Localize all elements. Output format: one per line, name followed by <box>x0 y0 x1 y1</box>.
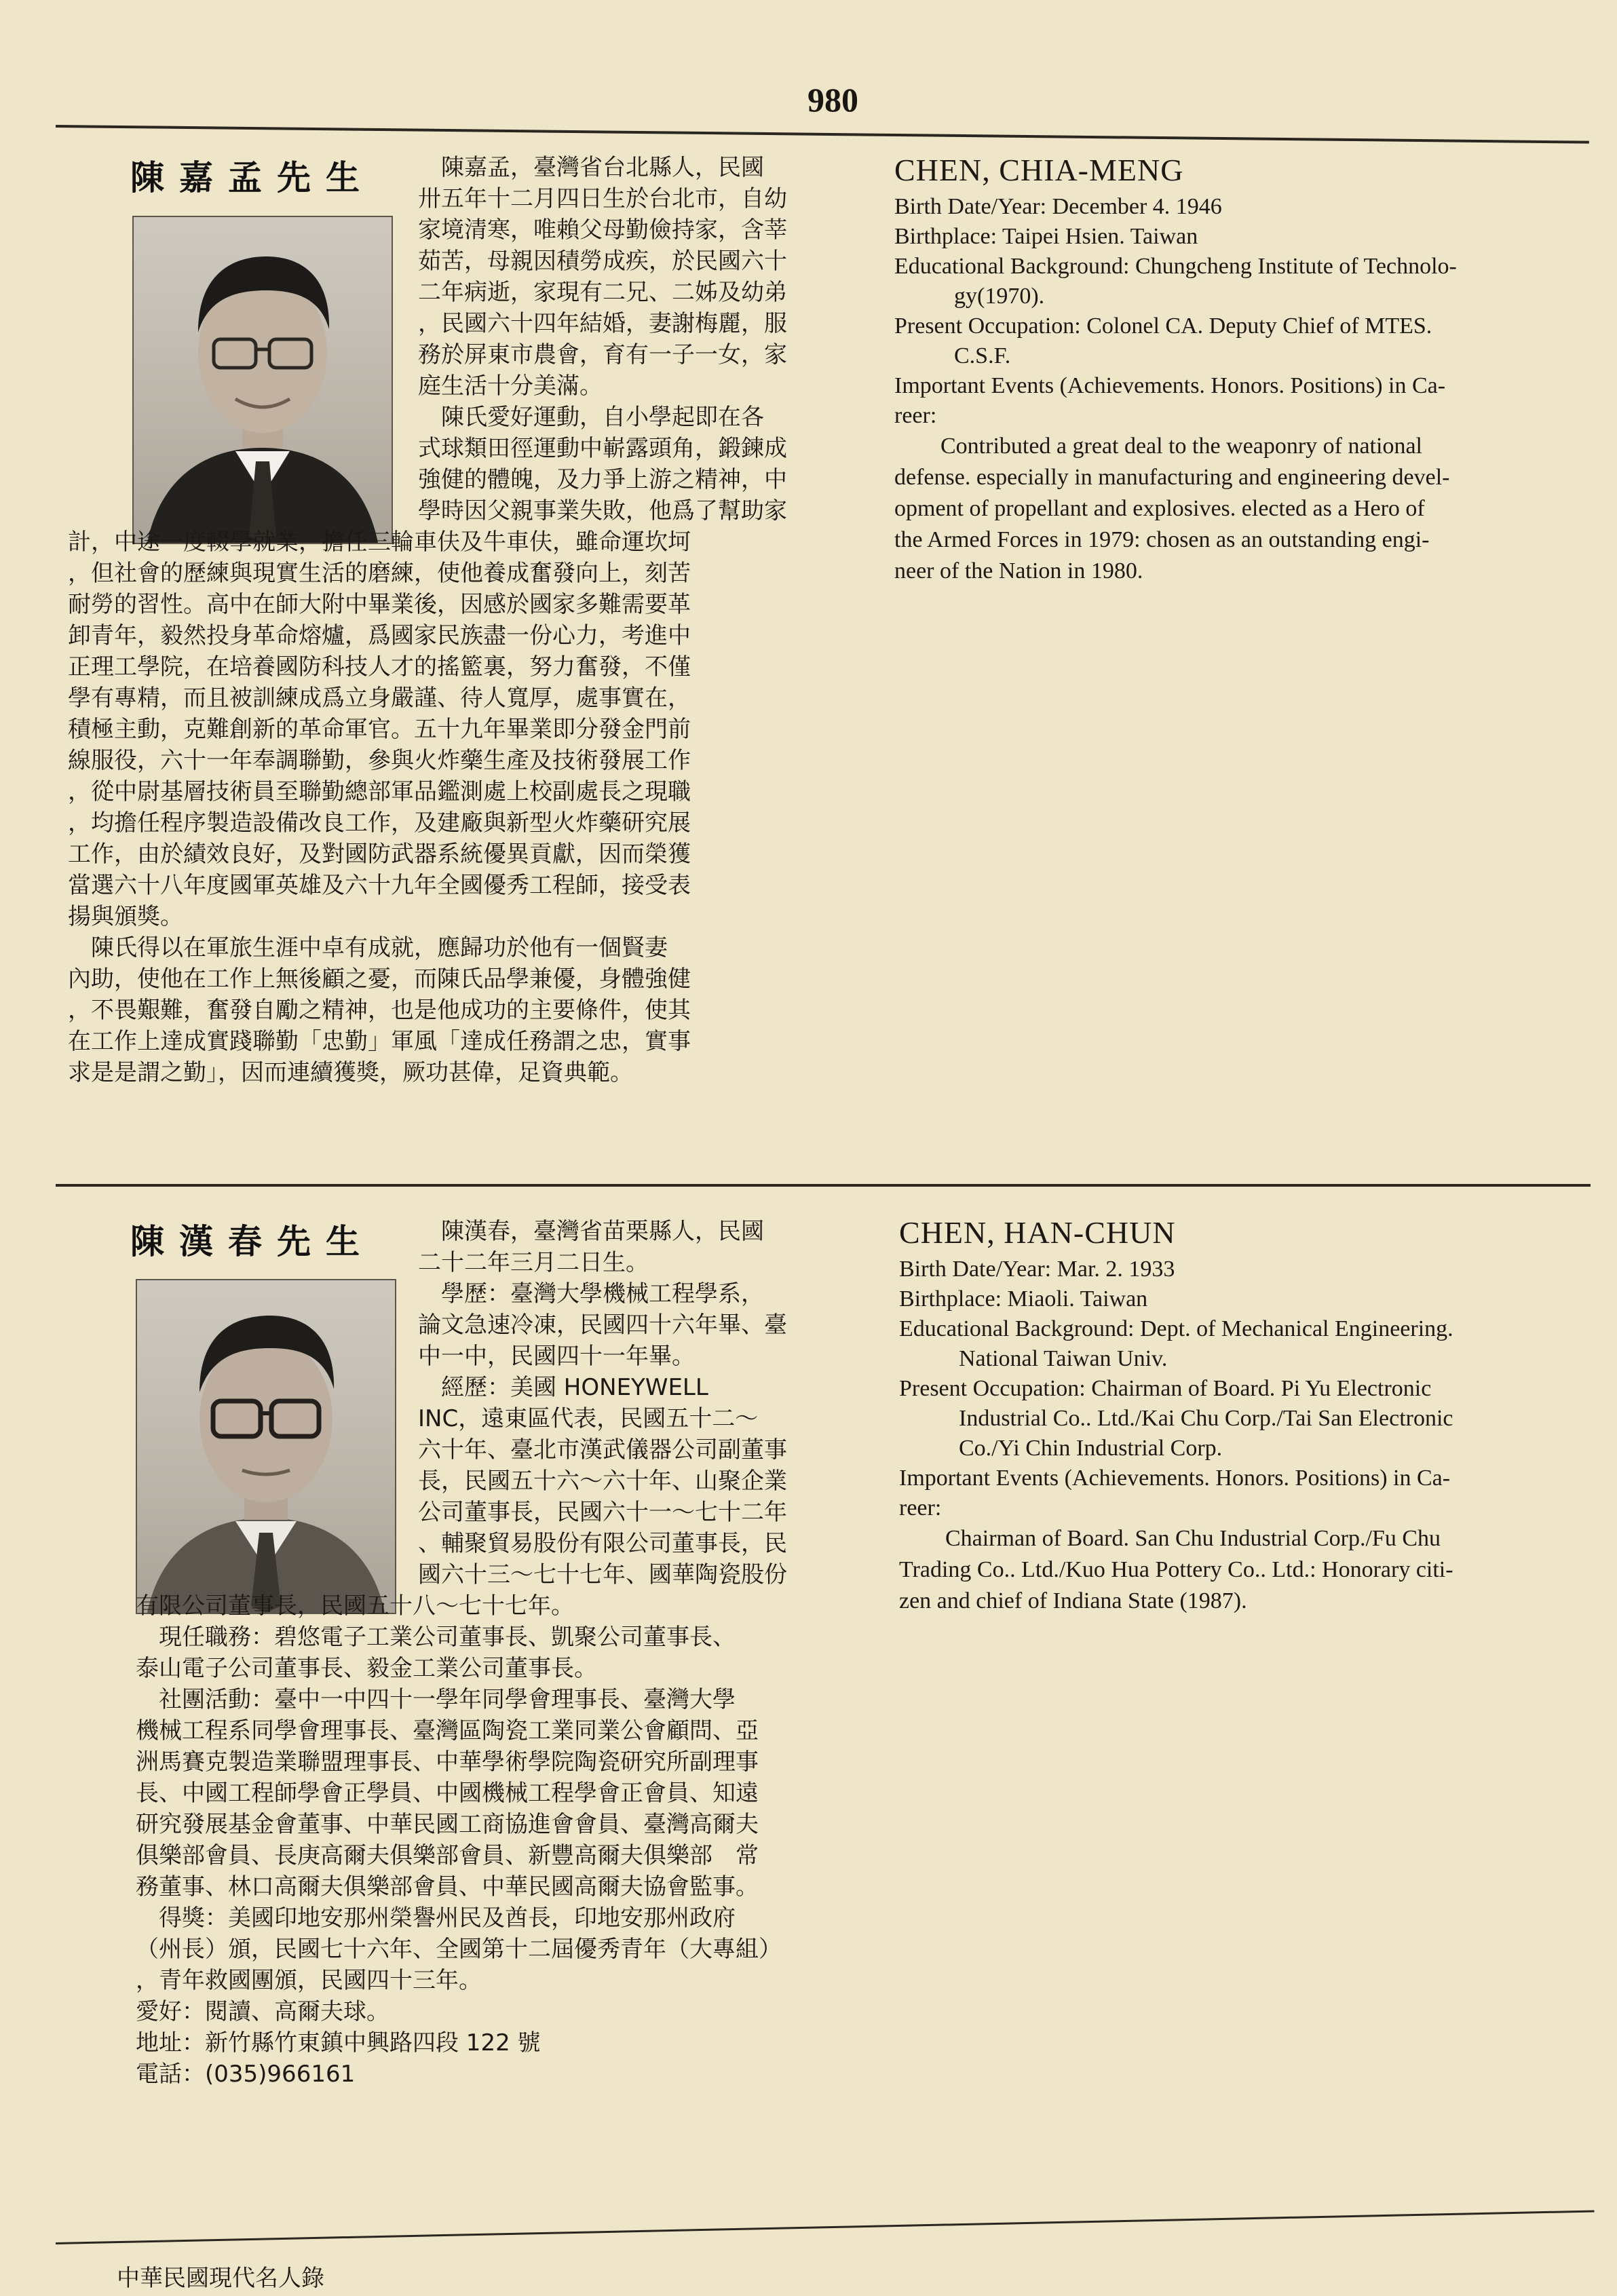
chinese-bio-line: 工作，由於績效良好，及對國防武器系統優異貢獻，因而榮獲 <box>68 841 691 868</box>
chinese-bio-line: 愛好：閱讀、高爾夫球。 <box>136 1998 389 2025</box>
chinese-bio-line: 卸青年，毅然投身革命熔爐，爲國家民族盡一份心力，考進中 <box>68 622 691 649</box>
english-field: Important Events (Achievements. Honors. Positions) in Ca- <box>899 1466 1451 1491</box>
page-number: 980 <box>807 81 858 119</box>
chinese-name: 陳漢春先生 <box>130 1222 375 1261</box>
english-achievement-line: Contributed a great deal to the weaponry of national <box>894 434 1422 459</box>
chinese-bio-line: 地址：新竹縣竹東鎮中興路四段 122 號 <box>136 2029 541 2056</box>
chinese-name: 陳嘉孟先生 <box>130 158 375 197</box>
english-biography <box>899 1214 1584 1617</box>
chinese-bio-line: 國六十三～七十七年、國華陶瓷股份 <box>418 1561 787 1588</box>
english-field: Birth Date/Year: Mar. 2. 1933 <box>899 1257 1175 1282</box>
chinese-bio-line: 計，中途一度輟學就業，擔任三輪車伕及牛車伕，雖命運坎坷 <box>68 529 691 556</box>
chinese-bio-line: 研究發展基金會董事、中華民國工商協進會會員、臺灣高爾夫 <box>136 1811 759 1838</box>
top-divider <box>56 125 1589 144</box>
english-field: Birthplace: Miaoli. Taiwan <box>899 1286 1148 1312</box>
chinese-bio-line: 公司董事長，民國六十一～七十二年 <box>418 1499 787 1526</box>
chinese-bio-line: 線服役，六十一年奉調聯勤，參與火炸藥生產及技術發展工作 <box>68 747 691 774</box>
chinese-bio-line: 、輔聚貿易股份有限公司董事長，民 <box>418 1530 787 1557</box>
chinese-biography <box>68 152 882 1088</box>
chinese-bio-line: 務董事、林口高爾夫俱樂部會員、中華民國高爾夫協會監事。 <box>136 1873 759 1900</box>
english-field: gy(1970). <box>954 284 1045 309</box>
chinese-bio-line: 家境清寒，唯賴父母勤儉持家，含莘 <box>418 216 787 244</box>
chinese-bio-line: INC，遠東區代表，民國五十二～ <box>418 1405 759 1432</box>
middle-divider <box>56 1184 1591 1187</box>
book-title-footer: 中華民國現代名人錄 <box>117 2265 324 2292</box>
chinese-bio-line: 經歷：美國 HONEYWELL <box>418 1374 708 1401</box>
chinese-bio-line: 得獎：美國印地安那州榮譽州民及酋長，印地安那州政府 <box>136 1905 736 1932</box>
english-field: Educational Background: Dept. of Mechanical Engineering. <box>899 1316 1453 1341</box>
chinese-bio-line: 求是是謂之勤」，因而連續獲獎，厥功甚偉，足資典範。 <box>68 1059 633 1086</box>
english-achievement-line: opment of propellant and explosives. elected as a Hero of <box>894 496 1425 521</box>
english-name: CHEN, HAN-CHUN <box>899 1215 1176 1250</box>
english-field: Birth Date/Year: December 4. 1946 <box>894 194 1222 219</box>
english-achievement-line: defense. especially in manufacturing and engineering devel- <box>894 465 1450 490</box>
chinese-bio-line: 耐勞的習性。高中在師大附中畢業後，因感於國家多難需要革 <box>68 591 691 618</box>
chinese-bio-line: 學歷：臺灣大學機械工程學系， <box>418 1280 764 1307</box>
english-field: National Taiwan Univ. <box>959 1346 1168 1371</box>
english-field: Educational Background: Chungcheng Institute of Technolo- <box>894 254 1457 279</box>
english-achievement-line: Trading Co.. Ltd./Kuo Hua Pottery Co.. Ltd.: Honorary citi- <box>899 1557 1453 1582</box>
chinese-bio-line: 學時因父親事業失敗，他爲了幫助家 <box>418 497 787 524</box>
chinese-bio-line: 長、中國工程師學會正學員、中國機械工程學會正會員、知遠 <box>136 1780 759 1807</box>
chinese-bio-line: 俱樂部會員、長庚高爾夫俱樂部會員、新豐高爾夫俱樂部 常 <box>136 1842 759 1869</box>
english-achievement-line: neer of the Nation in 1980. <box>894 558 1143 583</box>
chinese-bio-line: （州長）頒，民國七十六年、全國第十二屆優秀青年（大專組） <box>136 1936 782 1963</box>
chinese-bio-line: ，從中尉基層技術員至聯勤總部軍品鑑測處上校副處長之現職 <box>68 778 691 805</box>
chinese-bio-line: ，均擔任程序製造設備改良工作，及建廠與新型火炸藥研究展 <box>68 809 691 837</box>
chinese-bio-line: ，但社會的歷練與現實生活的磨練，使他養成奮發向上，刻苦 <box>68 560 691 587</box>
chinese-bio-line: 陳嘉孟，臺灣省台北縣人，民國 <box>418 154 764 181</box>
chinese-bio-line: 卅五年十二月四日生於台北市，自幼 <box>418 185 787 212</box>
chinese-bio-line: 內助，使他在工作上無後顧之憂，而陳氏品學兼優，身體強健 <box>68 965 691 993</box>
chinese-bio-line: 二年病逝，家現有二兄、二姊及幼弟 <box>418 279 787 306</box>
english-achievement-line: the Armed Forces in 1979: chosen as an outstanding engi- <box>894 527 1430 552</box>
english-achievement-line: Chairman of Board. San Chu Industrial Corp./Fu Chu <box>899 1526 1441 1551</box>
english-field: Co./Yi Chin Industrial Corp. <box>959 1436 1223 1461</box>
chinese-bio-line: 中一中，民國四十一年畢。 <box>418 1343 695 1370</box>
chinese-bio-line: 論文急速冷凍，民國四十六年畢、臺 <box>418 1312 787 1339</box>
english-field: Present Occupation: Colonel CA. Deputy Chief of MTES. <box>894 313 1432 339</box>
chinese-bio-line: 有限公司董事長，民國五十八～七十七年。 <box>136 1592 574 1620</box>
chinese-bio-line: 電話：(035)966161 <box>136 2061 356 2088</box>
english-field: Present Occupation: Chairman of Board. Pi Yu Electronic <box>899 1376 1432 1401</box>
chinese-bio-line: 陳氏愛好運動，自小學起即在各 <box>418 404 764 431</box>
chinese-bio-line: 洲馬賽克製造業聯盟理事長、中華學術學院陶瓷研究所副理事 <box>136 1748 759 1776</box>
chinese-bio-line: 陳氏得以在軍旅生涯中卓有成就，應歸功於他有一個賢妻 <box>68 934 668 961</box>
chinese-bio-line: 正理工學院，在培養國防科技人才的搖籃裏，努力奮發，不僅 <box>68 653 691 681</box>
chinese-bio-line: ，青年救國團頒，民國四十三年。 <box>136 1967 482 1994</box>
chinese-bio-line: 泰山電子公司董事長、毅金工業公司董事長。 <box>136 1655 597 1682</box>
chinese-bio-line: 茹苦，母親因積勞成疾，於民國六十 <box>418 248 787 275</box>
english-name: CHEN, CHIA-MENG <box>894 153 1184 187</box>
english-field: Industrial Co.. Ltd./Kai Chu Corp./Tai San Electronic <box>959 1406 1453 1431</box>
english-field: reer: <box>894 403 937 428</box>
chinese-bio-line: 社團活動：臺中一中四十一學年同學會理事長、臺灣大學 <box>136 1686 736 1713</box>
chinese-bio-line: 二十二年三月二日生。 <box>418 1249 649 1276</box>
english-achievement-line: zen and chief of Indiana State (1987). <box>899 1588 1247 1613</box>
english-field: Important Events (Achievements. Honors. Positions) in Ca- <box>894 373 1446 398</box>
chinese-bio-line: ，不畏艱難，奮發自勵之精神，也是他成功的主要條件，使其 <box>68 997 691 1024</box>
chinese-bio-line: 當選六十八年度國軍英雄及六十九年全國優秀工程師，接受表 <box>68 872 691 899</box>
chinese-bio-line: 強健的體魄，及力爭上游之精神，中 <box>418 466 787 493</box>
chinese-bio-line: 揚與頒獎。 <box>68 903 183 930</box>
chinese-bio-line: 現任職務：碧悠電子工業公司董事長、凱聚公司董事長、 <box>136 1624 736 1651</box>
chinese-bio-line: 式球類田徑運動中嶄露頭角，鍛鍊成 <box>418 435 787 462</box>
chinese-bio-line: 學有專精，而且被訓練成爲立身嚴謹、待人寬厚，處事實在， <box>68 685 691 712</box>
english-field: reer: <box>899 1495 942 1520</box>
chinese-bio-line: ，民國六十四年結婚，妻謝梅麗，服 <box>418 310 787 337</box>
chinese-bio-line: 機械工程系同學會理事長、臺灣區陶瓷工業同業公會顧問、亞 <box>136 1717 759 1744</box>
english-field: Birthplace: Taipei Hsien. Taiwan <box>894 224 1198 249</box>
chinese-bio-line: 務於屏東市農會，育有一子一女，家 <box>418 341 787 368</box>
english-biography <box>894 152 1580 587</box>
chinese-bio-line: 六十年、臺北市漢武儀器公司副董事 <box>418 1436 787 1463</box>
chinese-bio-line: 積極主動，克難創新的革命軍官。五十九年畢業即分發金門前 <box>68 716 691 743</box>
english-field: C.S.F. <box>954 343 1011 368</box>
chinese-bio-line: 庭生活十分美滿。 <box>418 372 603 400</box>
bottom-divider <box>56 2211 1595 2244</box>
chinese-bio-line: 陳漢春，臺灣省苗栗縣人，民國 <box>418 1218 764 1245</box>
chinese-bio-line: 在工作上達成實踐聯勤「忠勤」軍風「達成任務謂之忠，實事 <box>68 1028 691 1055</box>
chinese-biography <box>136 1216 882 2090</box>
chinese-bio-line: 長，民國五十六～六十年、山聚企業 <box>418 1468 787 1495</box>
